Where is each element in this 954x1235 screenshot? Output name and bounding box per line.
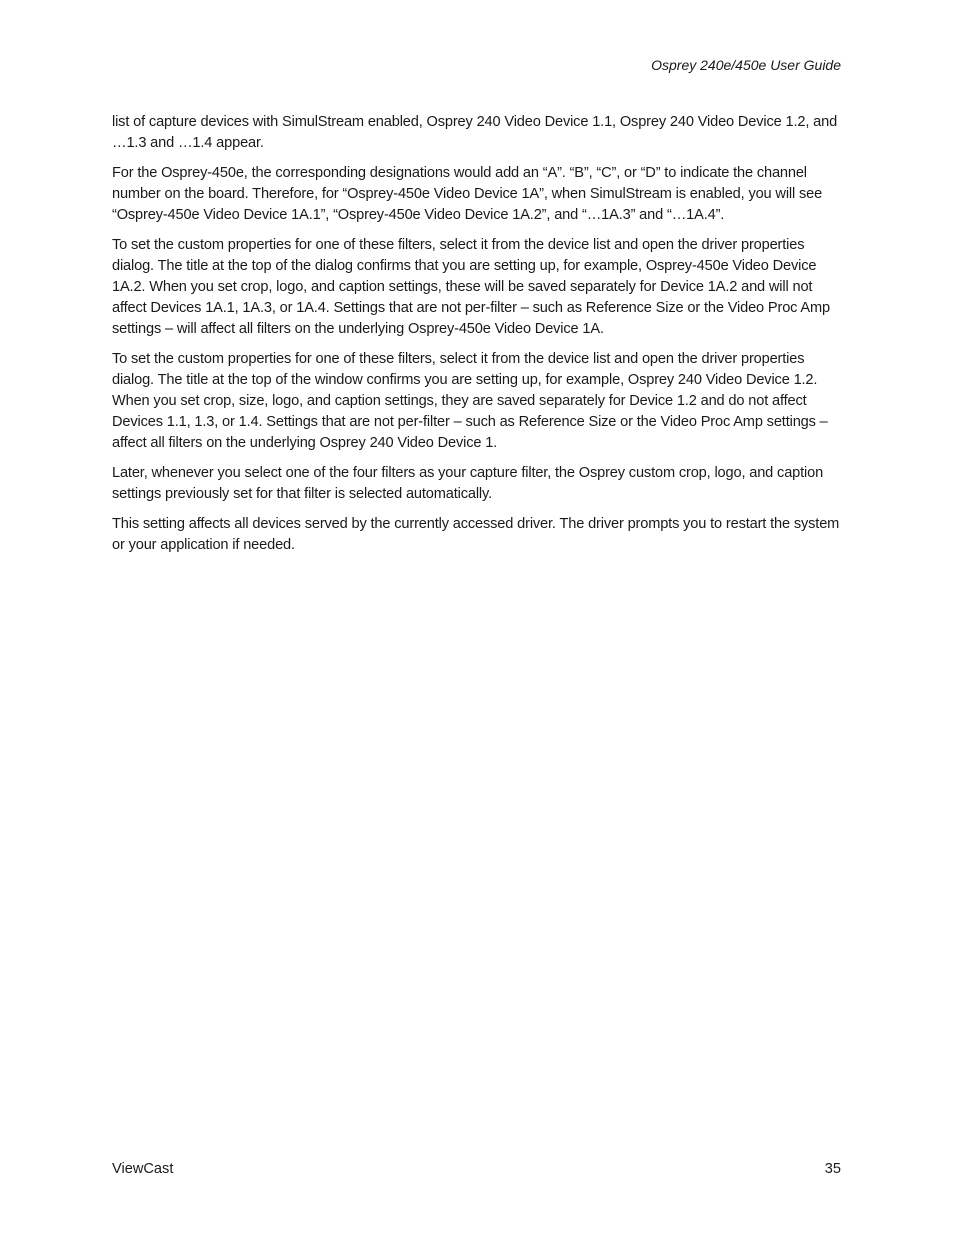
body-paragraph: This setting affects all devices served by the currently accessed driver. The driver prompts you to restart the system or your application if needed.: [112, 516, 840, 553]
body-paragraph: Later, whenever you select one of the four filters as your capture filter, the Osprey custom crop, logo, and caption settings previously set for that filter is selected automatically.: [112, 465, 824, 502]
footer-company-name: ViewCast: [112, 1161, 174, 1177]
body-paragraph: To set the custom properties for one of these filters, select it from the device list and open the driver properties dialog. The title at the top of the dialog confirms that you are setting up, for example, Osprey-450e Video Device 1A.2. When you set crop, logo, and caption settings, these will be saved separately for Device 1A.2 and will not affect Devices 1A.1, 1A.3, or 1A.4. Settings that are not per-filter – such as Reference Size or the Video Proc Amp settings – will affect all filters on the underlying Osprey-450e Video Device 1A.: [112, 237, 830, 337]
body-paragraph: To set the custom properties for one of these filters, select it from the device list and open the driver properties dialog. The title at the top of the window confirms you are setting up, for example, Osprey 240 Video Device 1.2. When you set crop, size, logo, and caption settings, they are saved separately for Device 1.2 and do not affect Devices 1.1, 1.3, or 1.4. Settings that are not per-filter – such as Reference Size or the Video Proc Amp settings –affect all filters on the underlying Osprey 240 Video Device 1.: [112, 351, 828, 451]
footer-page-number: 35: [824, 1161, 841, 1177]
document-body: [112, 112, 842, 565]
body-paragraph: For the Osprey-450e, the corresponding designations would add an “A”. “B”, “C”, or “D” to indicate the channel number on the board. Therefore, for “Osprey-450e Video Device 1A”, when SimulStream is enabled, you will see “Osprey-450e Video Device 1A.1”, “Osprey-450e Video Device 1A.2”, and “…1A.3” and “…1A.4”.: [112, 165, 823, 223]
running-header-title: Osprey 240e/450e User Guide: [651, 57, 841, 73]
body-paragraph: list of capture devices with SimulStream enabled, Osprey 240 Video Device 1.1, Osprey 240 Video Device 1.2, and …1.3 and …1.4 appear.: [112, 114, 838, 151]
